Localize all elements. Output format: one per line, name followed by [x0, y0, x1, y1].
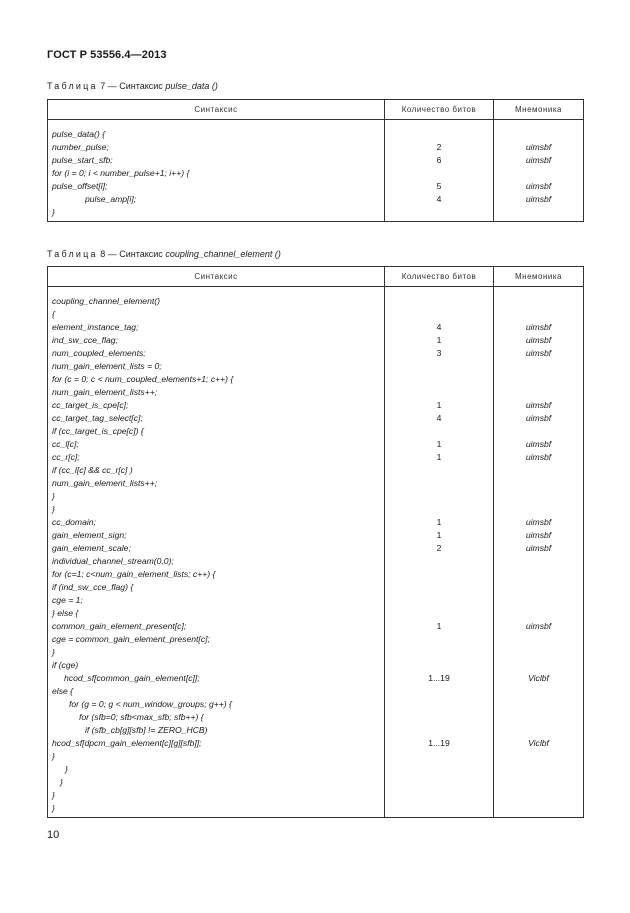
- bits-cell: 3: [436, 348, 442, 358]
- bits-cell: [385, 646, 493, 659]
- col-header-bits: Количество битов: [385, 267, 494, 287]
- mnemonic-cell: [494, 568, 583, 581]
- table8-caption-text: 8 — Синтаксис: [97, 249, 166, 259]
- bits-cell: [385, 789, 493, 802]
- table8-caption-word: Таблица: [47, 249, 98, 259]
- syntax-line: }: [65, 764, 68, 774]
- syntax-line: }: [52, 491, 55, 501]
- syntax-line: cc_target_tag_select[c];: [52, 413, 143, 423]
- page-number: 10: [47, 829, 60, 841]
- mnemonic-cell: [494, 206, 583, 219]
- mnemonic-cell: [494, 802, 583, 815]
- mnemonic-cell: [494, 581, 583, 594]
- bits-cell: [385, 308, 493, 321]
- syntax-line: } else {: [52, 608, 79, 618]
- syntax-line: hcod_sf[dpcm_gain_element[c][g][sfb]];: [52, 738, 202, 748]
- syntax-line: for (c=1; c<num_gain_element_lists; c++) {: [52, 569, 216, 579]
- mnemonic-cell: [494, 360, 583, 373]
- mnemonic-cell: [494, 789, 583, 802]
- syntax-line: if (sfb_cb[g][sfb] != ZERO_HCB): [85, 725, 208, 735]
- bits-cell: [385, 503, 493, 516]
- bits-cell: [385, 659, 493, 672]
- mnemonic-cell: [494, 128, 583, 141]
- syntax-line: }: [52, 803, 55, 813]
- table7-caption: [47, 81, 218, 91]
- table7: [47, 99, 584, 222]
- bits-cell: 1: [436, 439, 442, 449]
- mnemonic-cell: [494, 724, 583, 737]
- mnemonic-cell: [494, 711, 583, 724]
- bits-cell: 4: [436, 413, 442, 423]
- bits-cell: [385, 568, 493, 581]
- bits-cell: [385, 763, 493, 776]
- syntax-line: hcod_sf[common_gain_element[c]];: [64, 673, 200, 683]
- syntax-line: if (ind_sw_cce_flag) {: [52, 582, 134, 592]
- bits-cell: [385, 555, 493, 568]
- syntax-line: num_coupled_elements;: [52, 348, 146, 358]
- table8: [47, 266, 584, 818]
- bits-cell: [385, 206, 493, 219]
- syntax-line: pulse_amp[i];: [85, 194, 137, 204]
- mnemonic-cell: [494, 425, 583, 438]
- bits-cell: 1: [436, 400, 442, 410]
- syntax-line: }: [52, 790, 55, 800]
- syntax-line: if (cc_l[c] && cc_r[c] ): [52, 465, 133, 475]
- mnemonic-cell: uimsbf: [525, 621, 552, 631]
- syntax-line: cge = common_gain_element_present[c];: [52, 634, 210, 644]
- bits-cell: [385, 490, 493, 503]
- syntax-line: gain_element_sign;: [52, 530, 127, 540]
- syntax-line: if (cc_target_is_cpe[c]) {: [52, 426, 144, 436]
- bits-cell: [385, 711, 493, 724]
- bits-cell: [385, 750, 493, 763]
- mnemonic-cell: uimsbf: [525, 517, 552, 527]
- mnemonic-cell: uimsbf: [525, 413, 552, 423]
- mnemonic-cell: [494, 633, 583, 646]
- mnemonic-cell: uimsbf: [525, 452, 552, 462]
- mnemonic-cell: uimsbf: [525, 194, 552, 204]
- mnemonic-cell: [494, 763, 583, 776]
- table8-caption-func: coupling_channel_element (): [165, 249, 281, 259]
- bits-cell: [385, 464, 493, 477]
- syntax-line: num_gain_element_lists = 0;: [52, 361, 162, 371]
- syntax-line: }: [52, 207, 55, 217]
- mnemonic-cell: Viclbf: [528, 738, 549, 748]
- syntax-line: num_gain_element_lists++;: [52, 387, 158, 397]
- bits-cell: [385, 167, 493, 180]
- bits-cell: 2: [436, 543, 442, 553]
- mnemonic-cell: uimsbf: [525, 335, 552, 345]
- mnemonic-cell: uimsbf: [525, 348, 552, 358]
- syntax-line: gain_element_scale;: [52, 543, 131, 553]
- mnemonic-cell: [494, 776, 583, 789]
- table8-caption: [47, 249, 281, 259]
- syntax-line: number_pulse;: [52, 142, 109, 152]
- syntax-line: if (cge): [52, 660, 79, 670]
- mnemonic-cell: [494, 698, 583, 711]
- syntax-line: cc_l[c];: [52, 439, 79, 449]
- syntax-line: }: [52, 751, 55, 761]
- bits-cell: 4: [436, 194, 442, 204]
- mnemonic-cell: [494, 555, 583, 568]
- col-header-bits: Количество битов: [385, 100, 494, 120]
- bits-cell: [385, 633, 493, 646]
- document-header: ГОСТ Р 53556.4—2013: [47, 49, 167, 61]
- syntax-line: common_gain_element_present[c];: [52, 621, 187, 631]
- bits-cell: [385, 685, 493, 698]
- table7-caption-word: Таблица: [47, 81, 98, 91]
- bits-cell: [385, 581, 493, 594]
- mnemonic-cell: Viclbf: [528, 673, 549, 683]
- syntax-line: pulse_start_sfb;: [52, 155, 113, 165]
- mnemonic-cell: uimsbf: [525, 181, 552, 191]
- mnemonic-cell: [494, 308, 583, 321]
- mnemonic-cell: [494, 490, 583, 503]
- bits-cell: 5: [436, 181, 442, 191]
- bits-cell: [385, 373, 493, 386]
- syntax-line: cc_domain;: [52, 517, 96, 527]
- syntax-line: for (c = 0; c < num_coupled_elements+1; c++) {: [52, 374, 234, 384]
- col-header-mnemonic: Мнемоника: [494, 267, 584, 287]
- syntax-line: num_gain_element_lists++;: [52, 478, 158, 488]
- mnemonic-cell: [494, 659, 583, 672]
- mnemonic-cell: [494, 386, 583, 399]
- bits-cell: 1: [436, 530, 442, 540]
- col-header-mnemonic: Мнемоника: [494, 100, 584, 120]
- table7-syntax-column: [48, 120, 385, 222]
- table7-caption-text: 7 — Синтаксис: [97, 81, 166, 91]
- table7-bits-column: [385, 120, 494, 222]
- bits-cell: [385, 477, 493, 490]
- col-header-syntax: Синтаксис: [48, 100, 385, 120]
- table8-mnemonic-column: [494, 287, 584, 818]
- syntax-line: else {: [52, 686, 74, 696]
- bits-cell: [385, 425, 493, 438]
- mnemonic-cell: uimsbf: [525, 155, 552, 165]
- bits-cell: 1: [436, 517, 442, 527]
- mnemonic-cell: [494, 607, 583, 620]
- bits-cell: 4: [436, 322, 442, 332]
- mnemonic-cell: uimsbf: [525, 142, 552, 152]
- bits-cell: 1: [436, 452, 442, 462]
- bits-cell: [385, 386, 493, 399]
- syntax-line: individual_channel_stream(0,0);: [52, 556, 174, 566]
- mnemonic-cell: [494, 167, 583, 180]
- mnemonic-cell: uimsbf: [525, 322, 552, 332]
- table8-syntax-column: [48, 287, 385, 818]
- syntax-line: pulse_offset[i];: [52, 181, 108, 191]
- syntax-line: ind_sw_cce_flag;: [52, 335, 118, 345]
- bits-cell: [385, 594, 493, 607]
- syntax-line: }: [52, 647, 55, 657]
- mnemonic-cell: [494, 594, 583, 607]
- mnemonic-cell: uimsbf: [525, 530, 552, 540]
- syntax-line: {: [52, 309, 55, 319]
- syntax-line: for (sfb=0; sfb<max_sfb; sfb++) {: [79, 712, 204, 722]
- bits-cell: [385, 360, 493, 373]
- bits-cell: [385, 802, 493, 815]
- bits-cell: [385, 607, 493, 620]
- syntax-line: cc_target_is_cpe[c];: [52, 400, 129, 410]
- mnemonic-cell: uimsbf: [525, 400, 552, 410]
- col-header-syntax: Синтаксис: [48, 267, 385, 287]
- bits-cell: 1...19: [428, 673, 450, 683]
- mnemonic-cell: [494, 477, 583, 490]
- bits-cell: [385, 128, 493, 141]
- bits-cell: 2: [436, 142, 442, 152]
- bits-cell: [385, 698, 493, 711]
- syntax-line: }: [60, 777, 63, 787]
- mnemonic-cell: uimsbf: [525, 439, 552, 449]
- bits-cell: 1: [436, 621, 442, 631]
- syntax-line: element_instance_tag;: [52, 322, 139, 332]
- bits-cell: 1: [436, 335, 442, 345]
- bits-cell: 6: [436, 155, 442, 165]
- syntax-line: }: [52, 504, 55, 514]
- mnemonic-cell: [494, 373, 583, 386]
- mnemonic-cell: [494, 503, 583, 516]
- mnemonic-cell: [494, 464, 583, 477]
- syntax-line: for (g = 0; g < num_window_groups; g++) {: [69, 699, 232, 709]
- syntax-line: for (i = 0; i < number_pulse+1; i++) {: [52, 168, 190, 178]
- mnemonic-cell: [494, 685, 583, 698]
- mnemonic-cell: [494, 750, 583, 763]
- bits-cell: [385, 776, 493, 789]
- mnemonic-cell: [494, 646, 583, 659]
- table7-mnemonic-column: [494, 120, 584, 222]
- table8-bits-column: [385, 287, 494, 818]
- bits-cell: 1...19: [428, 738, 450, 748]
- bits-cell: [385, 724, 493, 737]
- syntax-line: pulse_data() {: [52, 129, 106, 139]
- syntax-line: cge = 1;: [52, 595, 83, 605]
- mnemonic-cell: [494, 295, 583, 308]
- bits-cell: [385, 295, 493, 308]
- mnemonic-cell: uimsbf: [525, 543, 552, 553]
- table7-caption-func: pulse_data (): [165, 81, 218, 91]
- syntax-line: cc_r[c];: [52, 452, 80, 462]
- syntax-line: coupling_channel_element(): [52, 296, 160, 306]
